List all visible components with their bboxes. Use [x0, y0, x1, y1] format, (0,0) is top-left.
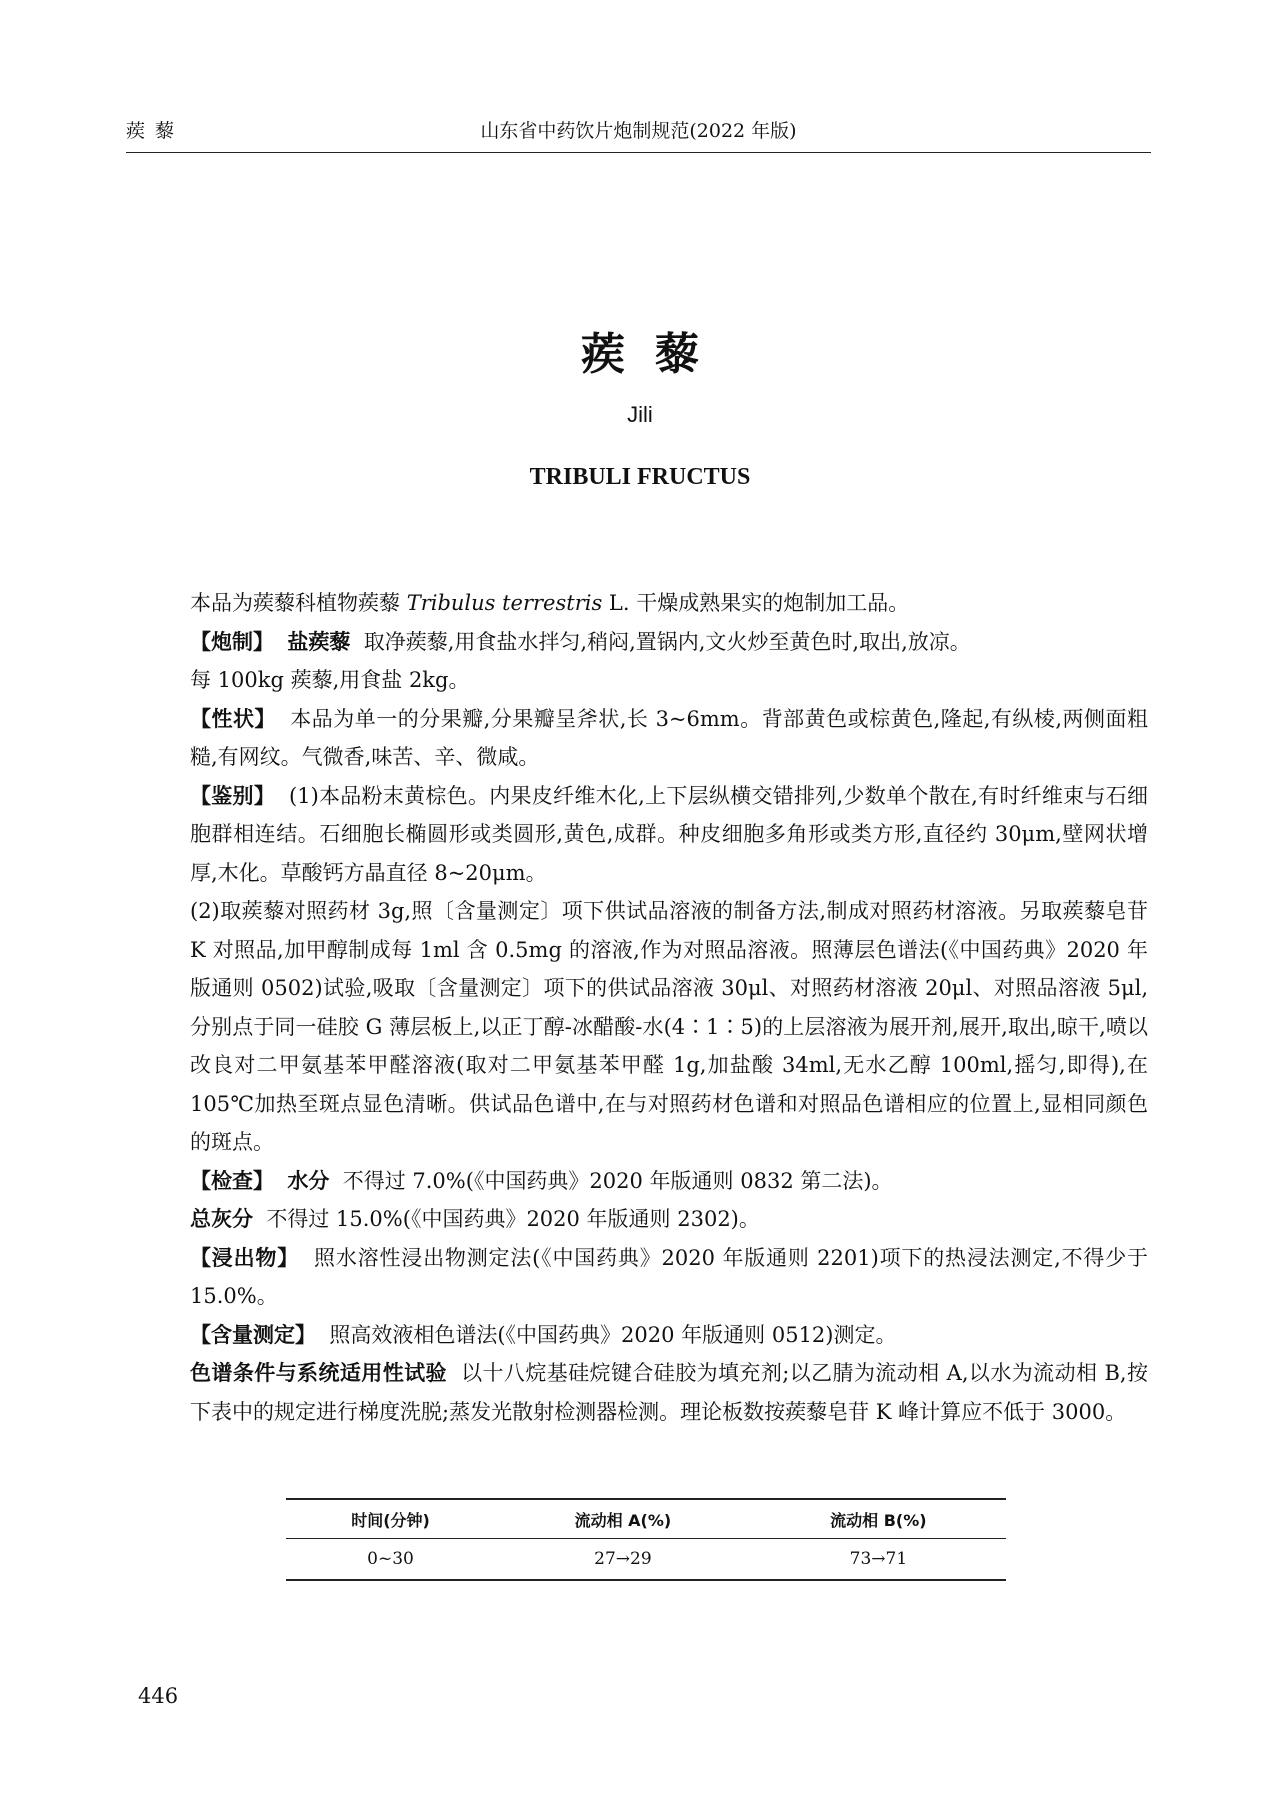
processing-paragraph — [190, 623, 1148, 662]
intro-pre: 本品为蒺藜科植物蒺藜 — [190, 591, 407, 615]
processing-sub-label: 盐蒺藜 — [287, 629, 351, 654]
assay-paragraph — [190, 1316, 1148, 1355]
identification-text-1: (1)本品粉末黄棕色。内果皮纤维木化,上下层纵横交错排列,少数单个散在,有时纤维束与石细胞群相连结。石细胞长椭圆形或类圆形,黄色,成群。种皮细胞多角形或类方形,直径约 30μm,壁网状增厚,木化。草酸钙方晶直径 8~20μm。 — [190, 783, 1149, 885]
processing-note: 每 100kg 蒺藜,用食盐 2kg。 — [190, 668, 470, 692]
extract-label: 【浸出物】 — [190, 1245, 300, 1270]
identification-label: 【鉴别】 — [190, 783, 276, 808]
inspection-label: 【检查】 — [190, 1168, 274, 1193]
inspection-paragraph — [190, 1162, 1148, 1201]
page-number: 446 — [138, 1684, 179, 1708]
extract-text: 照水溶性浸出物测定法(《中国药典》2020 年版通则 2201)项下的热浸法测定,不得少于 15.0%。 — [190, 1245, 1149, 1308]
identification-paragraph-1 — [190, 777, 1148, 893]
gradient-table-container — [286, 1498, 1006, 1581]
table-header-time: 时间(分钟) — [351, 1510, 430, 1530]
ash-text: 不得过 15.0%(《中国药典》2020 年版通则 2302)。 — [266, 1207, 760, 1231]
table-cell-phase-a: 27→29 — [594, 1549, 652, 1569]
conditions-text: 以十八烷基硅烷键合硅胶为填充剂;以乙腈为流动相 A,以水为流动相 B,按下表中的规定进行梯度洗脱;蒸发光散射检测器检测。理论板数按蒺藜皂苷 K 峰计算应不低于 3000。 — [190, 1361, 1148, 1424]
ash-paragraph — [190, 1200, 1148, 1239]
water-text: 不得过 7.0%(《中国药典》2020 年版通则 0832 第二法)。 — [342, 1168, 893, 1193]
table-cell-phase-b: 73→71 — [849, 1549, 908, 1569]
running-header — [126, 112, 1151, 153]
assay-text: 照高效液相色谱法(《中国药典》2020 年版通则 0512)测定。 — [329, 1322, 897, 1347]
monograph-body — [190, 584, 1148, 1431]
header-left-title: 蒺藜 — [126, 120, 185, 142]
water-label: 水分 — [287, 1168, 330, 1193]
identification-paragraph-2: (2)取蒺藜对照药材 3g,照〔含量测定〕项下供试品溶液的制备方法,制成对照药材溶液。另取蒺藜皂苷 K 对照品,加甲醇制成每 1ml 含 0.5mg 的溶液,作为对照品溶液。照薄层色谱法(《中国药典》2020 年版通则 0502)试验,吸取〔含量测定〕项下的供试品溶液 30μl、对照药材溶液 20μl、对照品溶液 5μl,分别点于同一硅胶 G 薄层板上,以正丁醇-冰醋酸-水(4∶1∶5)的上层溶液为展开剂,展开,取出,晾干,喷以改良对二甲氨基苯甲醛溶液(取对二甲氨基苯甲醛 1g,加盐酸 34ml,无水乙醇 100ml,摇匀,即得),在 105℃加热至斑点显色清晰。供试品色谱中,在与对照药材色谱和对照品色谱相应的位置上,显相同颜色的斑点。 — [190, 899, 1148, 1154]
ash-label: 总灰分 — [190, 1207, 253, 1231]
assay-label: 【含量测定】 — [190, 1322, 316, 1347]
extract-paragraph — [190, 1239, 1148, 1316]
intro-paragraph — [190, 584, 1148, 623]
table-cell-time: 0~30 — [367, 1549, 414, 1569]
processing-label: 【炮制】 — [190, 629, 274, 654]
table-header-row — [286, 1499, 1006, 1539]
conditions-label: 色谱条件与系统适用性试验 — [190, 1361, 447, 1385]
description-text: 本品为单一的分果瓣,分果瓣呈斧状,长 3~6mm。背部黄色或棕黄色,隆起,有纵棱,两侧面粗糙,有网纹。气微香,味苦、辛、微咸。 — [190, 706, 1148, 769]
table-header-phase-a: 流动相 A(%) — [574, 1510, 672, 1530]
page-title: 蒺藜 — [581, 329, 729, 380]
intro-post: L. 干燥成熟果实的炮制加工品。 — [602, 591, 910, 615]
description-paragraph — [190, 700, 1148, 777]
chromatographic-conditions-paragraph — [190, 1354, 1148, 1431]
species-name: Tribulus terrestris — [406, 591, 603, 615]
header-book-title: 山东省中药饮片炮制规范(2022 年版) — [480, 120, 797, 142]
latin-name: TRIBULI FRUCTUS — [529, 464, 751, 490]
pinyin-name: Jili — [627, 402, 653, 427]
table-row — [286, 1539, 1006, 1581]
table-header-phase-b: 流动相 B(%) — [830, 1510, 927, 1530]
gradient-table — [286, 1498, 1006, 1581]
processing-text: 取净蒺藜,用食盐水拌匀,稍闷,置锅内,文火炒至黄色时,取出,放凉。 — [363, 629, 971, 654]
description-label: 【性状】 — [190, 706, 276, 731]
